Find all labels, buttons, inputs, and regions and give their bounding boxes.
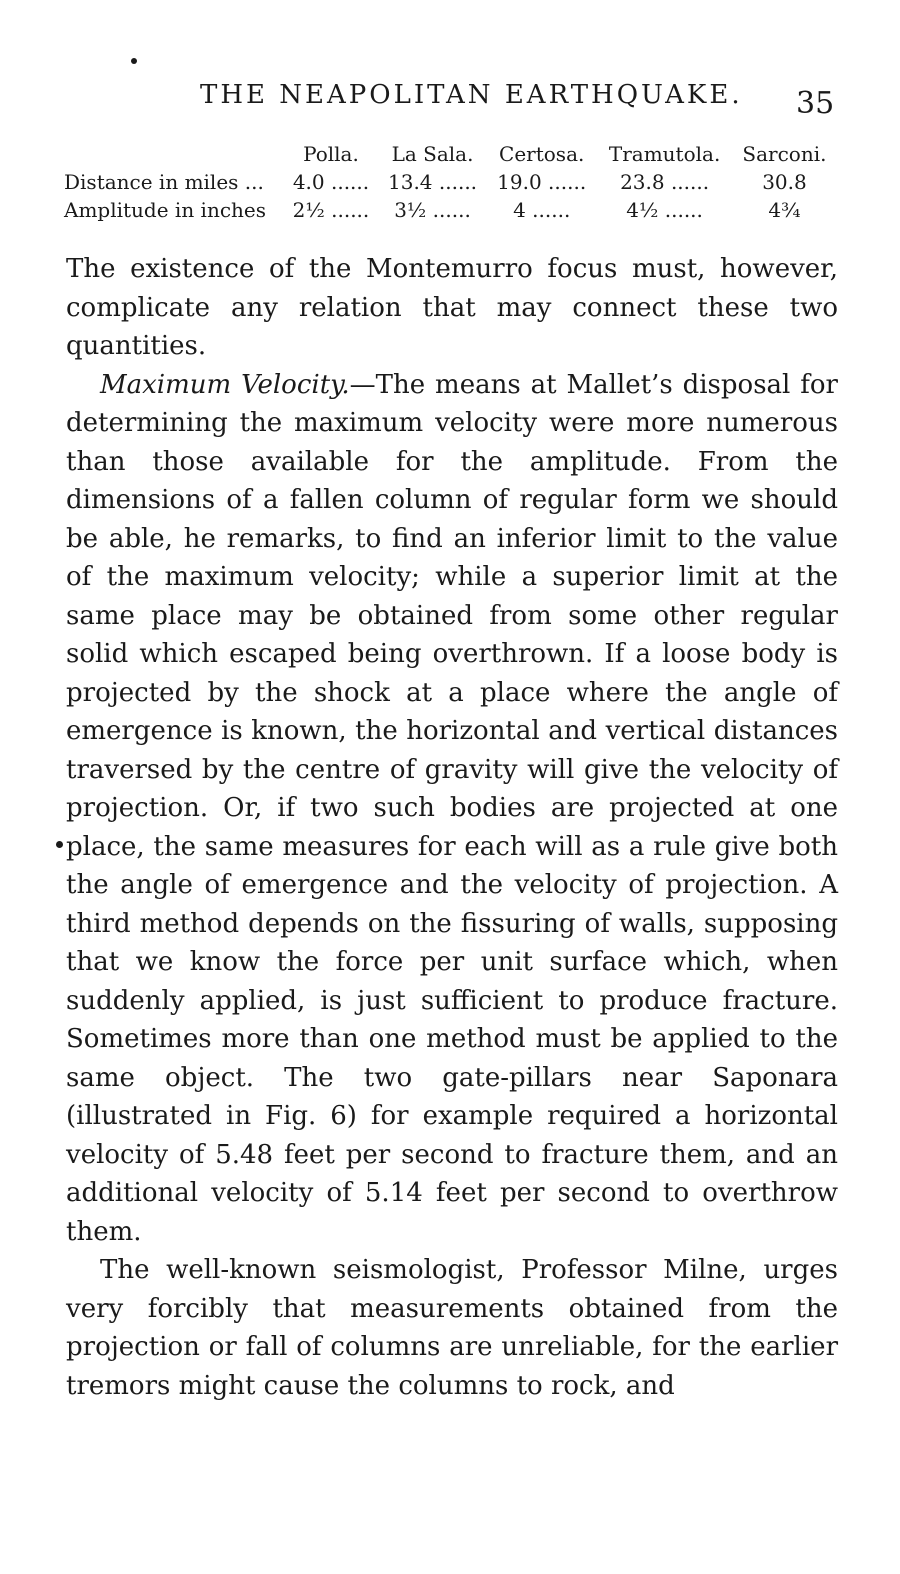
column-header: Sarconi. bbox=[742, 142, 827, 166]
paragraph-milne: The well-known seismologist, Professor Milne, urges very forcibly that measurements obtained from the projection or fall of columns are unreliable, for the earlier tremors might cause the columns to rock, and bbox=[66, 1255, 838, 1401]
table-corner bbox=[64, 140, 284, 168]
table-row bbox=[64, 168, 836, 196]
paragraph-text: —The means at Mallet’s disposal for determining the maximum velocity were more numerous than those available for the amplitude. From the dimensions of a fallen column of regular form we should be able, he remarks, to find an inferior limit to the value of the maximum velocity; while a superior limit at the same place may be obtained from some other regular solid which escaped being overthrown. If a loose body is projected by the shock at a place where the angle of emergence is known, the horizontal and vertical distances traversed by the centre of gravity will give the velocity of projection. Or, if two such bodies are projected at one place, the same measures for each will as a rule give both the angle of emergence and the velocity of projection. A third method depends on the fissuring of walls, supposing that we know the force per unit surface which, when suddenly applied, is just sufficient to produce fracture. Sometimes more than one method must be applied to the same object. The two gate-pillars near Saponara (illustrated in Fig. 6) for example required a horizontal velocity of 5.48 feet per second to fracture them, and an additional velocity of 5.14 feet per second to overthrow them. bbox=[66, 369, 838, 1247]
table-cell: 30.8 bbox=[762, 170, 807, 194]
table-cell: 4 ...... bbox=[513, 198, 571, 222]
page-header bbox=[0, 80, 900, 120]
section-heading: Maximum Velocity. bbox=[100, 369, 350, 400]
table-cell: 2½ ...... bbox=[292, 198, 370, 222]
margin-ink-dot bbox=[56, 841, 63, 848]
table-cell: 4¾ bbox=[768, 198, 801, 222]
table-cell: 13.4 ...... bbox=[388, 170, 478, 194]
table-cell: 4½ ...... bbox=[626, 198, 703, 222]
table-cell: 23.8 ...... bbox=[620, 170, 710, 194]
distance-amplitude-table bbox=[64, 140, 836, 224]
body-text bbox=[66, 250, 838, 1405]
row-label: Amplitude in inches bbox=[64, 198, 267, 222]
table-cell: 3½ ...... bbox=[394, 198, 471, 222]
table-cell: 4.0 ...... bbox=[292, 170, 370, 194]
stray-ink-dot bbox=[131, 58, 137, 64]
column-header: Polla. bbox=[303, 142, 359, 166]
column-header: Certosa. bbox=[499, 142, 585, 166]
page-number: 35 bbox=[796, 86, 835, 121]
table-row bbox=[64, 196, 836, 224]
table-cell: 19.0 ...... bbox=[497, 170, 587, 194]
table-header-row bbox=[64, 140, 836, 168]
column-header: Tramutola. bbox=[608, 142, 721, 166]
row-label: Distance in miles ... bbox=[64, 170, 264, 194]
column-header: La Sala. bbox=[391, 142, 474, 166]
paragraph-montemurro: The existence of the Montemurro focus must, however, complicate any relation that may connect these two quantities. bbox=[66, 254, 838, 361]
running-title: THE NEAPOLITAN EARTHQUAKE. bbox=[200, 80, 743, 110]
paragraph-maximum-velocity bbox=[66, 366, 838, 1252]
